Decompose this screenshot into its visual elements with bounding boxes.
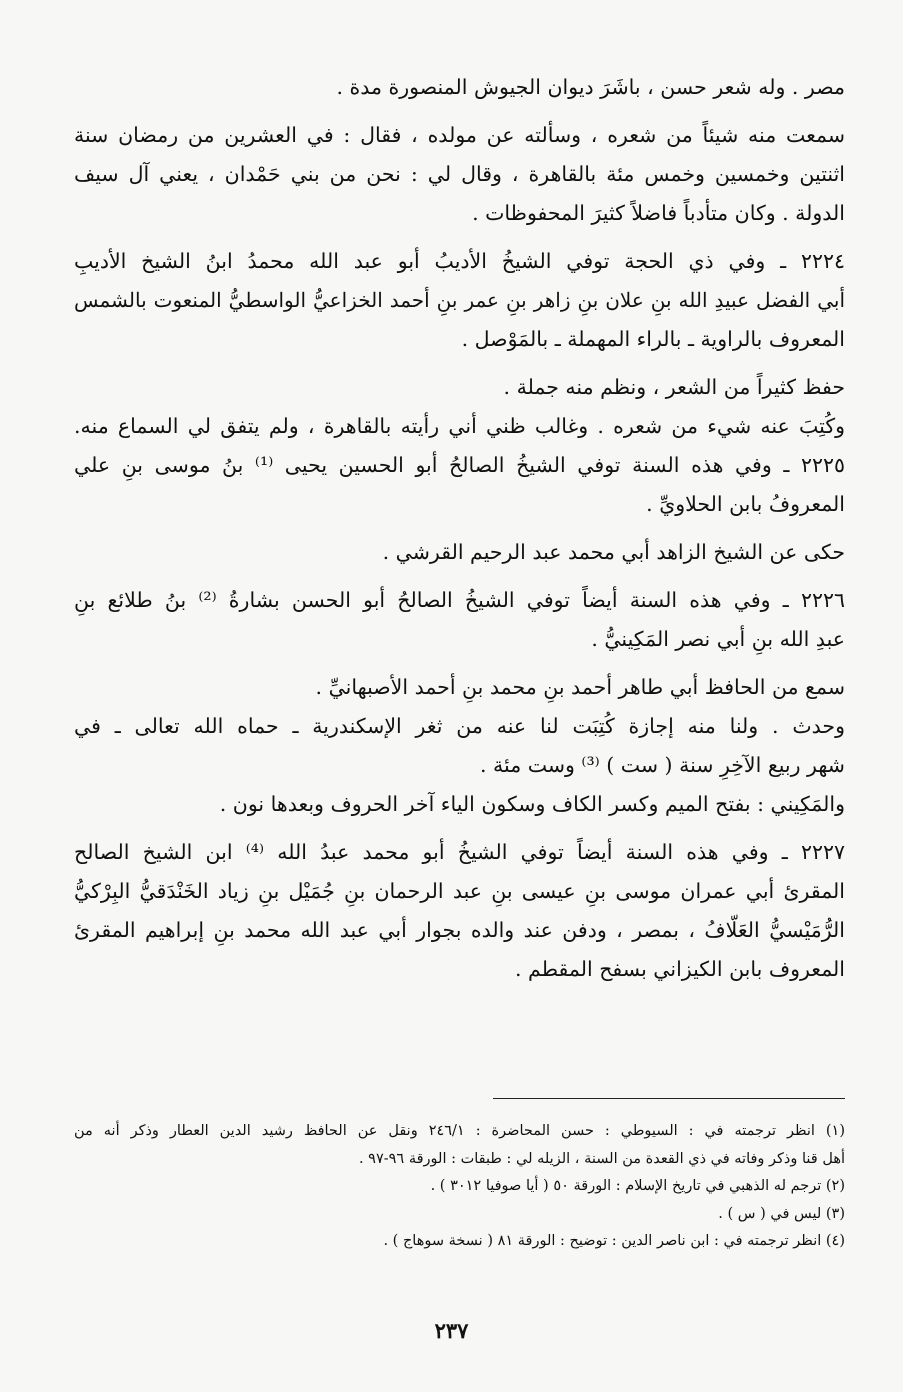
- body-line: والمَكِيني : بفتح الميم وكسر الكاف وسكون الياء آخر الحروف وبعدها نون .: [219, 792, 845, 816]
- body-line: الرُّمَيْسيُّ العَلّافُ ، بمصر ، ودفن عند والده بجوار أبي عبد الله محمد بنِ إبراهيم المقرئ: [74, 918, 845, 942]
- footnote-1: (١) انظر ترجمته في : السيوطي : حسن المحاضرة : ٢٤٦/١ ونقل عن الحافظ رشيد الدين العطار وذكر أنه من: [74, 1123, 845, 1139]
- body-text: [74, 68, 845, 989]
- footnote-divider: [493, 1098, 845, 1099]
- body-line: المعروف بالراوية ـ بالراء المهملة ـ بالمَوْصل .: [461, 327, 845, 351]
- body-line: وكُتِبَ عنه شيء من شعره . وغالب ظني أني رأيته بالقاهرة ، ولم يتفق لي السماع منه.: [74, 414, 845, 438]
- body-line: المعروف بابن الكيزاني بسفح المقطم .: [515, 957, 845, 981]
- body-line: وحدث . ولنا منه إجازة كُتِبَت لنا عنه من ثغر الإسكندرية ـ حماه الله تعالى ـ في: [74, 714, 845, 738]
- entry-2227-line: ٢٢٢٧ ـ وفي هذه السنة أيضاً توفي الشيخُ أبو محمد عبدُ الله ⁽⁴⁾ ابن الشيخ الصالح: [74, 840, 845, 864]
- body-line: سمعت منه شيئاً من شعره ، وسألته عن مولده ، فقال : في العشرين من رمضان سنة: [74, 123, 845, 147]
- body-line: المقرئ أبي عمران موسى بنِ عيسى بنِ عبد الرحمان بنِ جُمَيْل بنِ زياد الخَنْدَقيُّ البِرْكيُّ: [74, 879, 845, 903]
- body-line: حكى عن الشيخ الزاهد أبي محمد عبد الرحيم القرشي .: [382, 540, 845, 564]
- entry-2224-line: ٢٢٢٤ ـ وفي ذي الحجة توفي الشيخُ الأديبُ أبو عبد الله محمدُ ابنُ الشيخ الأديبِ: [74, 249, 845, 273]
- body-line: المعروفُ بابن الحلاويِّ .: [646, 492, 845, 516]
- entry-2225-line: ٢٢٢٥ ـ وفي هذه السنة توفي الشيخُ الصالحُ أبو الحسين يحيى ⁽¹⁾ بنُ موسى بنِ علي: [74, 453, 845, 477]
- body-line: سمع من الحافظ أبي طاهر أحمد بنِ محمد بنِ أحمد الأصبهانيِّ .: [315, 675, 845, 699]
- footnote-3: (٣) ليس في ( س ) .: [718, 1205, 845, 1222]
- body-line: عبدِ الله بنِ أبي نصر المَكِينيُّ .: [591, 627, 845, 651]
- body-line: الدولة . وكان متأدباً فاضلاً كثيرَ المحفوظات .: [472, 201, 845, 225]
- body-line: أبي الفضل عبيدِ الله بنِ علان بنِ زاهر بنِ عمر بنِ أحمد الخزاعيُّ الواسطيُّ المنعوت بالشمس: [74, 288, 845, 312]
- footnote-1-continued: أهل قنا وذكر وفاته في ذي القعدة من السنة ، الزيله لي : طبقات : الورقة ٩٦-٩٧ .: [358, 1150, 845, 1167]
- body-line: مصر . وله شعر حسن ، باشَرَ ديوان الجيوش المنصورة مدة .: [336, 75, 845, 99]
- body-line: شهر ربيع الآخِرِ سنة ( ست ) ⁽³⁾ وست مئة .: [479, 753, 845, 777]
- page-number: ٢٣٧: [434, 1318, 469, 1343]
- footnote-4: (٤) انظر ترجمته في : ابن ناصر الدين : توضيح : الورقة ٨١ ( نسخة سوهاج ) .: [383, 1233, 845, 1249]
- body-line: حفظ كثيراً من الشعر ، ونظم منه جملة .: [503, 375, 845, 399]
- entry-2226-line: ٢٢٢٦ ـ وفي هذه السنة أيضاً توفي الشيخُ الصالحُ أبو الحسن بشارةُ ⁽²⁾ بنُ طلائع بنِ: [74, 588, 845, 612]
- footnotes: [74, 1118, 845, 1256]
- footnote-2: (٢) ترجم له الذهبي في تاريخ الإسلام : الورقة ٥٠ ( أيا صوفيا ٣٠١٢ ) .: [430, 1178, 845, 1194]
- body-line: اثنتين وخمسين وخمس مئة بالقاهرة ، وقال لي : نحن من بني حَمْدان ، يعني آل سيف: [74, 162, 845, 186]
